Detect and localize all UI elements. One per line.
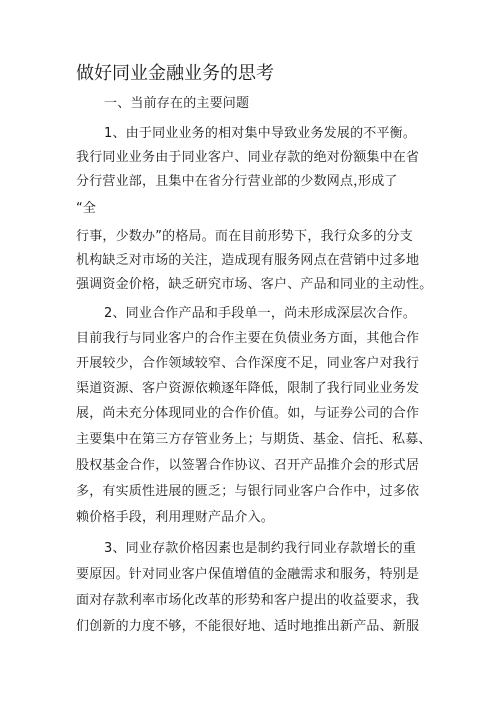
paragraph-line: 开展较少，合作领域较窄、合作深度不足，同业客户对我行	[76, 356, 420, 371]
point-2-heading: 2、同业合作产品和手段单一，尚未形成深层次合作。	[104, 306, 417, 321]
paragraph-line: 主要集中在第三方存管业务上；	[76, 432, 261, 447]
paragraph-line: 强调资金价格，缺乏研究市场、客户、产品和同业的主动性。	[76, 277, 433, 292]
document-title: 做好同业金融业务的思考	[76, 63, 274, 84]
paragraph-line: 目前我行与同业客户的合作主要在负债业务方面，其他合作	[76, 331, 420, 346]
paragraph-line: 要原因。针对同业客户保值增值的金融需求和服务，特别是	[76, 567, 420, 582]
paragraph-line: 我行同业业务由于同业客户、同业存款的绝对份额集中在省	[76, 150, 420, 165]
paragraph-line: 们创新的力度不够，不能很好地、适时地推出新产品、新服	[76, 619, 420, 634]
paragraph-line: 多，有实质性进展的匮乏；与银行同业客户合作中，过多依	[76, 484, 420, 499]
paragraph-line: 展，尚未充分体现同业的合作价值。如，与证券公司的合作	[76, 406, 420, 421]
paragraph-line-fragment: “全	[76, 201, 97, 216]
paragraph-line: 机构缺乏对市场的关注，造成现有服务网点在营销中过多地	[76, 253, 420, 268]
paragraph-line: 分行营业部，且集中在省分行营业部的少数网点，	[76, 174, 367, 189]
paragraph-line: 行事，少数办”的格局。而在目前形势下，我行众多的分支	[76, 229, 413, 244]
paragraph-line-fragment: 形成了	[358, 174, 398, 189]
point-1-heading: 1、由于同业业务的相对集中导致业务发展的不平衡。	[104, 126, 417, 141]
paragraph-line: 股权基金合作，以签署合作协议、召开产品推介会的形式居	[76, 458, 420, 473]
point-3-heading: 3、同业存款价格因素也是制约我行同业存款增长的重	[104, 541, 417, 556]
paragraph-line: 面对存款利率市场化改革的形势和客户提出的收益要求，我	[76, 593, 420, 608]
paragraph-line: 渠道资源、客户资源依赖逐年降低，限制了我行同业业务发	[76, 381, 420, 396]
paragraph-line-fragment: 与期货、基金、信托、私募、	[260, 432, 432, 447]
paragraph-line: 赖价格手段，利用理财产品介入。	[76, 510, 275, 525]
section-heading: 一、当前存在的主要问题	[104, 96, 250, 111]
